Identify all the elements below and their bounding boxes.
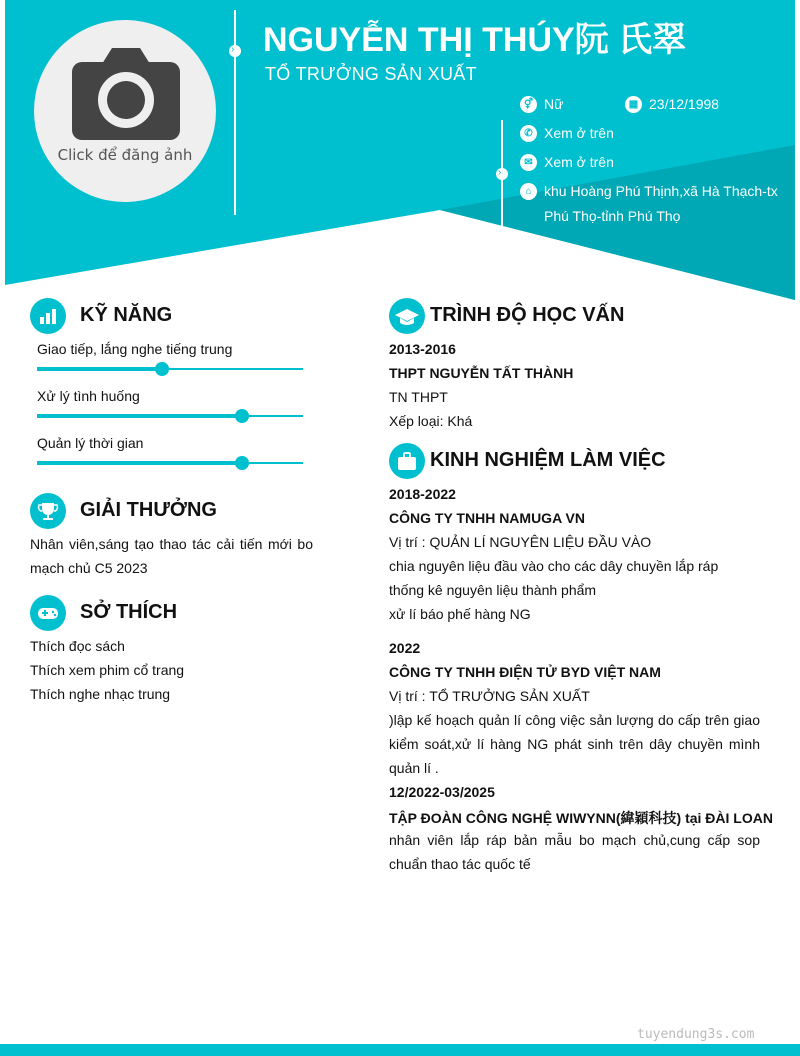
mail-icon: ✉ bbox=[520, 154, 537, 171]
job-line: thống kê nguyên liệu thành phẩm bbox=[389, 582, 597, 598]
award-line: mạch chủ C5 2023 bbox=[30, 560, 148, 576]
hobby-item: Thích nghe nhạc trung bbox=[30, 686, 171, 702]
job-period: 2018-2022 bbox=[389, 486, 456, 502]
chart-icon bbox=[30, 298, 66, 334]
job-line: chuẩn thao tác quốc tế bbox=[389, 856, 531, 872]
home-icon: ⌂ bbox=[520, 183, 537, 200]
skill-label: Quản lý thời gian bbox=[37, 435, 144, 451]
skill-bar bbox=[37, 368, 303, 370]
chevron-right-icon: › bbox=[229, 45, 241, 57]
phone-value: Xem ở trên bbox=[544, 125, 614, 141]
watermark: tuyendung3s.com bbox=[637, 1027, 755, 1042]
avatar-caption: Click để đăng ảnh bbox=[57, 146, 193, 164]
job-line: Vị trí : QUẢN LÍ NGUYÊN LIỆU ĐẦU VÀO bbox=[389, 534, 652, 550]
job-line: )lập kế hoạch quản lí công việc sản lượng do cấp trên giao bbox=[389, 712, 760, 728]
skill-label: Xử lý tình huống bbox=[37, 388, 140, 404]
email-value: Xem ở trên bbox=[544, 154, 614, 170]
job-company: CÔNG TY TNHH NAMUGA VN bbox=[389, 510, 585, 526]
birthday-value: 23/12/1998 bbox=[649, 96, 720, 112]
gender-value: Nữ bbox=[544, 96, 564, 112]
address-line-1: khu Hoàng Phú Thịnh,xã Hà Thạch-tx bbox=[544, 183, 778, 199]
chevron-right-icon: › bbox=[496, 168, 508, 180]
camera-icon bbox=[72, 46, 180, 142]
skill-bar bbox=[37, 462, 303, 464]
hobbies-title: SỞ THÍCH bbox=[80, 601, 178, 623]
phone-icon: ✆ bbox=[520, 125, 537, 142]
job-title: TỔ TRƯỞNG SẢN XUẤT bbox=[265, 64, 477, 84]
education-rank: Xếp loại: Khá bbox=[389, 413, 473, 429]
award-line: Nhân viên,sáng tạo thao tác cải tiến mới bo bbox=[30, 536, 313, 552]
address-line-2: Phú Thọ-tỉnh Phú Thọ bbox=[544, 208, 681, 224]
gender-icon: ⚥ bbox=[520, 96, 537, 113]
trophy-icon bbox=[30, 493, 66, 529]
avatar[interactable] bbox=[34, 20, 216, 202]
awards-title: GIẢI THƯỞNG bbox=[80, 499, 217, 521]
footer-bar bbox=[0, 1044, 800, 1056]
job-line: Vị trí : TỔ TRƯỞNG SẢN XUẤT bbox=[389, 688, 590, 704]
education-degree: TN THPT bbox=[389, 389, 448, 405]
job-line: chia nguyên liệu đầu vào cho các dây chuyền lắp ráp bbox=[389, 558, 719, 574]
skills-title: KỸ NĂNG bbox=[80, 304, 173, 326]
hobby-item: Thích đọc sách bbox=[30, 638, 125, 654]
hobby-item: Thích xem phim cổ trang bbox=[30, 662, 185, 678]
candidate-name: NGUYỄN THỊ THÚY阮 氏翠 bbox=[263, 21, 687, 59]
job-line: quản lí . bbox=[389, 760, 439, 776]
job-period: 12/2022-03/2025 bbox=[389, 784, 495, 800]
gamepad-icon bbox=[30, 595, 66, 631]
header-divider bbox=[234, 10, 236, 215]
job-line: xử lí báo phế hàng NG bbox=[389, 606, 531, 622]
job-company: CÔNG TY TNHH ĐIỆN TỬ BYD VIỆT NAM bbox=[389, 664, 661, 680]
job-line: kiểm soát,xử lí hàng NG phát sinh trên dây chuyền mình bbox=[389, 736, 760, 752]
education-school: THPT NGUYỄN TẤT THÀNH bbox=[389, 365, 574, 381]
skill-label: Giao tiếp, lắng nghe tiếng trung bbox=[37, 341, 233, 357]
job-line: nhân viên lắp ráp bản mẫu bo mạch chủ,cung cấp sop bbox=[389, 832, 760, 848]
job-period: 2022 bbox=[389, 640, 421, 656]
job-company: TẬP ĐOÀN CÔNG NGHỆ WIWYNN(緯穎科技) tại ĐÀI LOAN bbox=[389, 810, 773, 826]
calendar-icon: ▦ bbox=[625, 96, 642, 113]
briefcase-icon bbox=[389, 443, 425, 479]
experience-title: KINH NGHIỆM LÀM VIỆC bbox=[430, 449, 666, 471]
education-period: 2013-2016 bbox=[389, 341, 456, 357]
graduation-cap-icon bbox=[389, 298, 425, 334]
skill-bar bbox=[37, 415, 303, 417]
education-title: TRÌNH ĐỘ HỌC VẤN bbox=[430, 304, 625, 326]
